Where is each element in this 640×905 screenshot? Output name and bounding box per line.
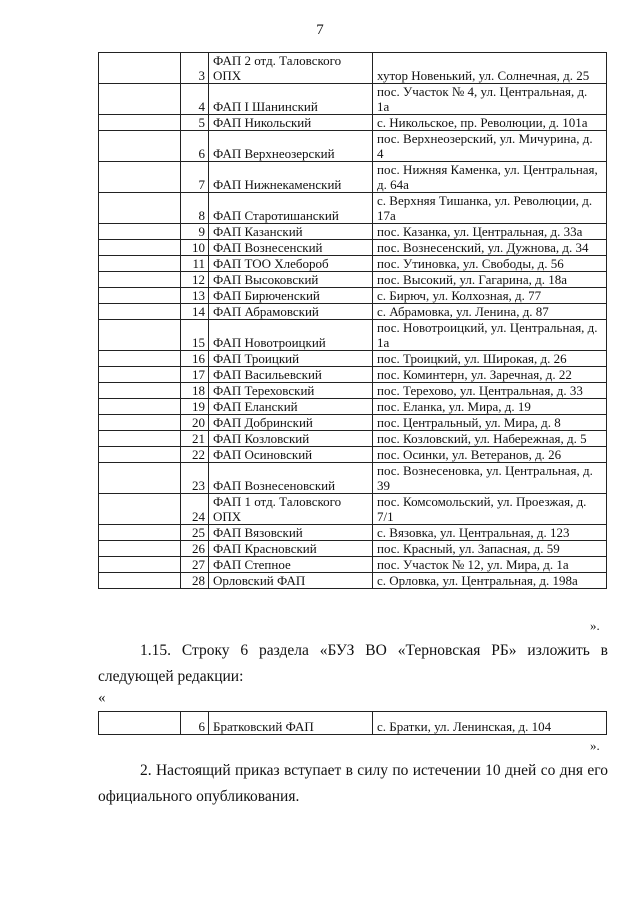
fap-address: с. Абрамовка, ул. Ленина, д. 87 bbox=[373, 304, 607, 320]
fap-name: ФАП Добринский bbox=[209, 415, 373, 431]
table-row bbox=[99, 557, 607, 573]
fap-name: ФАП Тереховский bbox=[209, 383, 373, 399]
row-number: 5 bbox=[181, 115, 209, 131]
fap-name: ФАП Вознесенский bbox=[209, 240, 373, 256]
amend-close-quote: ». bbox=[590, 738, 600, 753]
fap-address: пос. Троицкий, ул. Широкая, д. 26 bbox=[373, 351, 607, 367]
table-row bbox=[99, 367, 607, 383]
blank-cell bbox=[99, 304, 181, 320]
open-quote: « bbox=[98, 690, 106, 706]
table-row bbox=[99, 131, 607, 162]
amend-row bbox=[99, 712, 607, 735]
blank-cell bbox=[99, 494, 181, 525]
row-number: 27 bbox=[181, 557, 209, 573]
blank-cell bbox=[99, 224, 181, 240]
fap-name: ФАП Высоковский bbox=[209, 272, 373, 288]
table-close-quote: ». bbox=[590, 618, 600, 633]
blank-cell bbox=[99, 399, 181, 415]
fap-address: пос. Утиновка, ул. Свободы, д. 56 bbox=[373, 256, 607, 272]
table-row bbox=[99, 320, 607, 351]
fap-name: ФАП Бирюченский bbox=[209, 288, 373, 304]
fap-address: пос. Участок № 4, ул. Центральная, д. 1а bbox=[373, 84, 607, 115]
table-row bbox=[99, 541, 607, 557]
blank-cell bbox=[99, 351, 181, 367]
fap-address: пос. Коминтерн, ул. Заречная, д. 22 bbox=[373, 367, 607, 383]
row-number: 7 bbox=[181, 162, 209, 193]
table-row bbox=[99, 383, 607, 399]
table-row bbox=[99, 304, 607, 320]
blank-cell bbox=[99, 240, 181, 256]
paragraph-1-15: 1.15. Строку 6 раздела «БУЗ ВО «Терновская РБ» изложить в следующей редакции: bbox=[98, 642, 608, 685]
fap-name: Орловский ФАП bbox=[209, 573, 373, 589]
table-row bbox=[99, 288, 607, 304]
blank-cell bbox=[99, 431, 181, 447]
blank-cell bbox=[99, 256, 181, 272]
row-number: 10 bbox=[181, 240, 209, 256]
blank-cell bbox=[99, 415, 181, 431]
row-number: 25 bbox=[181, 525, 209, 541]
blank-cell bbox=[99, 463, 181, 494]
fap-address: пос. Участок № 12, ул. Мира, д. 1а bbox=[373, 557, 607, 573]
blank-cell bbox=[99, 557, 181, 573]
table-row bbox=[99, 53, 607, 84]
fap-name: ФАП Васильевский bbox=[209, 367, 373, 383]
blank-cell bbox=[99, 84, 181, 115]
table-row bbox=[99, 351, 607, 367]
fap-address: пос. Казанка, ул. Центральная, д. 33а bbox=[373, 224, 607, 240]
row-number: 22 bbox=[181, 447, 209, 463]
table-row bbox=[99, 115, 607, 131]
blank-cell bbox=[99, 573, 181, 589]
row-number: 28 bbox=[181, 573, 209, 589]
fap-address: с. Верхняя Тишанка, ул. Революции, д. 17а bbox=[373, 193, 607, 224]
fap-name: ФАП Степное bbox=[209, 557, 373, 573]
fap-name: ФАП Нижнекаменский bbox=[209, 162, 373, 193]
table-row bbox=[99, 447, 607, 463]
fap-address: пос. Осинки, ул. Ветеранов, д. 26 bbox=[373, 447, 607, 463]
row-number: 4 bbox=[181, 84, 209, 115]
fap-address: пос. Центральный, ул. Мира, д. 8 bbox=[373, 415, 607, 431]
fap-address: пос. Комсомольский, ул. Проезжая, д. 7/1 bbox=[373, 494, 607, 525]
row-number: 23 bbox=[181, 463, 209, 494]
blank-cell bbox=[99, 541, 181, 557]
fap-address: пос. Еланка, ул. Мира, д. 19 bbox=[373, 399, 607, 415]
fap-name: ФАП Вязовский bbox=[209, 525, 373, 541]
blank-cell bbox=[99, 115, 181, 131]
fap-address: пос. Верхнеозерский, ул. Мичурина, д. 4 bbox=[373, 131, 607, 162]
blank-cell bbox=[99, 320, 181, 351]
row-number: 17 bbox=[181, 367, 209, 383]
fap-name: ФАП 2 отд. Таловского ОПХ bbox=[209, 53, 373, 84]
paragraph-2: 2. Настоящий приказ вступает в силу по истечении 10 дней со дня его официального опубликования. bbox=[98, 762, 608, 805]
table-row bbox=[99, 573, 607, 589]
table-row bbox=[99, 415, 607, 431]
table-row bbox=[99, 399, 607, 415]
fap-name: ФАП I Шанинский bbox=[209, 84, 373, 115]
blank-cell bbox=[99, 367, 181, 383]
page-number: 7 bbox=[316, 22, 324, 38]
row-number: 6 bbox=[181, 131, 209, 162]
row-number: 3 bbox=[181, 53, 209, 84]
fap-address: с. Вязовка, ул. Центральная, д. 123 bbox=[373, 525, 607, 541]
fap-address: пос. Вознесенский, ул. Дужнова, д. 34 bbox=[373, 240, 607, 256]
table-row bbox=[99, 162, 607, 193]
row-number: 19 bbox=[181, 399, 209, 415]
table-row bbox=[99, 494, 607, 525]
row-number: 18 bbox=[181, 383, 209, 399]
row-number: 20 bbox=[181, 415, 209, 431]
fap-name: ФАП Красновский bbox=[209, 541, 373, 557]
row-number: 14 bbox=[181, 304, 209, 320]
blank-cell bbox=[99, 447, 181, 463]
table-row bbox=[99, 224, 607, 240]
fap-name: Братковский ФАП bbox=[209, 712, 373, 735]
fap-table bbox=[98, 52, 607, 589]
fap-name: ФАП Верхнеозерский bbox=[209, 131, 373, 162]
blank-cell bbox=[99, 53, 181, 84]
fap-address: пос. Вознесеновка, ул. Центральная, д. 39 bbox=[373, 463, 607, 494]
table-row bbox=[99, 84, 607, 115]
fap-name: ФАП Козловский bbox=[209, 431, 373, 447]
table-row bbox=[99, 272, 607, 288]
row-number: 9 bbox=[181, 224, 209, 240]
blank-cell bbox=[99, 383, 181, 399]
fap-name: ФАП Абрамовский bbox=[209, 304, 373, 320]
blank-cell bbox=[99, 288, 181, 304]
row-number: 24 bbox=[181, 494, 209, 525]
blank-cell bbox=[99, 272, 181, 288]
fap-name: ФАП Еланский bbox=[209, 399, 373, 415]
fap-name: ФАП ТОО Хлебороб bbox=[209, 256, 373, 272]
fap-name: ФАП Вознесеновский bbox=[209, 463, 373, 494]
row-number: 6 bbox=[181, 712, 209, 735]
fap-address: с. Орловка, ул. Центральная, д. 198а bbox=[373, 573, 607, 589]
row-number: 8 bbox=[181, 193, 209, 224]
table-row bbox=[99, 525, 607, 541]
row-number: 13 bbox=[181, 288, 209, 304]
blank-cell bbox=[99, 162, 181, 193]
fap-address: пос. Нижняя Каменка, ул. Центральная, д. 64а bbox=[373, 162, 607, 193]
fap-address: пос. Красный, ул. Запасная, д. 59 bbox=[373, 541, 607, 557]
fap-address: пос. Высокий, ул. Гагарина, д. 18а bbox=[373, 272, 607, 288]
amend-table bbox=[98, 711, 607, 735]
fap-address: с. Бирюч, ул. Колхозная, д. 77 bbox=[373, 288, 607, 304]
fap-address: с. Никольское, пр. Революции, д. 101а bbox=[373, 115, 607, 131]
fap-address: хутор Новенький, ул. Солнечная, д. 25 bbox=[373, 53, 607, 84]
row-number: 26 bbox=[181, 541, 209, 557]
fap-name: ФАП Старотишанский bbox=[209, 193, 373, 224]
row-number: 16 bbox=[181, 351, 209, 367]
row-number: 21 bbox=[181, 431, 209, 447]
fap-name: ФАП Осиновский bbox=[209, 447, 373, 463]
fap-name: ФАП Казанский bbox=[209, 224, 373, 240]
table-row bbox=[99, 256, 607, 272]
blank-cell bbox=[99, 193, 181, 224]
fap-name: ФАП Троицкий bbox=[209, 351, 373, 367]
table-row bbox=[99, 463, 607, 494]
blank-cell bbox=[99, 525, 181, 541]
fap-name: ФАП 1 отд. Таловского ОПХ bbox=[209, 494, 373, 525]
table-row bbox=[99, 240, 607, 256]
table-row bbox=[99, 431, 607, 447]
row-number: 12 bbox=[181, 272, 209, 288]
blank-cell bbox=[99, 131, 181, 162]
table-row bbox=[99, 193, 607, 224]
fap-name: ФАП Новотроицкий bbox=[209, 320, 373, 351]
row-number: 15 bbox=[181, 320, 209, 351]
fap-address: пос. Козловский, ул. Набережная, д. 5 bbox=[373, 431, 607, 447]
fap-address: с. Братки, ул. Ленинская, д. 104 bbox=[373, 712, 607, 735]
fap-address: пос. Терехово, ул. Центральная, д. 33 bbox=[373, 383, 607, 399]
blank-cell bbox=[99, 712, 181, 735]
row-number: 11 bbox=[181, 256, 209, 272]
fap-name: ФАП Никольский bbox=[209, 115, 373, 131]
fap-address: пос. Новотроицкий, ул. Центральная, д. 1а bbox=[373, 320, 607, 351]
